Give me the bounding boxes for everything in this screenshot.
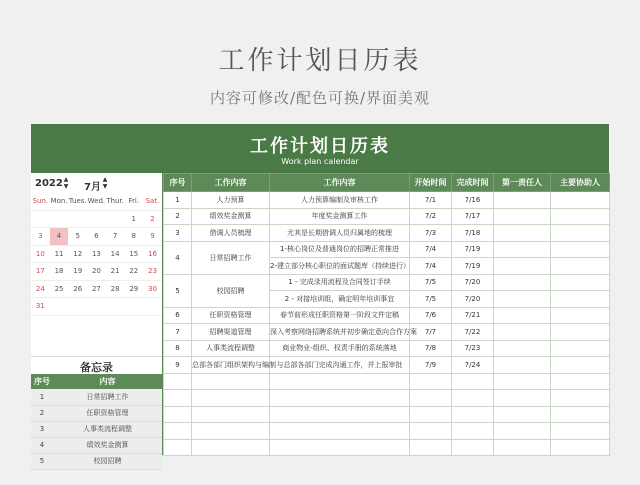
memo-index-cell[interactable]: 3 [31, 421, 53, 437]
table-cell[interactable] [410, 439, 452, 456]
weekday-label: Sun. [31, 193, 50, 211]
table-cell[interactable]: 7/2 [410, 208, 452, 225]
calendar-day[interactable]: 7 [106, 228, 125, 246]
table-row [164, 192, 610, 209]
calendar-day[interactable]: 28 [106, 281, 125, 299]
table-cell[interactable]: 人事类流程调整 [192, 340, 270, 357]
table-row [164, 373, 610, 390]
table-cell[interactable] [494, 439, 551, 456]
table-cell[interactable] [494, 291, 551, 308]
weekday-label: Fri. [124, 193, 143, 211]
banner-subtitle: Work plan calendar [281, 157, 359, 166]
weekday-label: Thur. [106, 193, 125, 211]
table-cell[interactable]: 2 - 对接培训组，确定明年培训事宜 [270, 291, 410, 308]
memo-content-cell[interactable]: 人事类流程调整 [53, 421, 162, 437]
table-cell[interactable]: 7/18 [452, 225, 494, 242]
table-cell[interactable] [270, 406, 410, 423]
table-row [164, 406, 610, 423]
table-cell[interactable] [192, 390, 270, 407]
table-cell[interactable] [494, 390, 551, 407]
calendar-day[interactable]: 17 [31, 263, 50, 281]
table-cell[interactable]: 7/3 [410, 225, 452, 242]
table-cell[interactable]: 7/19 [452, 241, 494, 258]
table-cell[interactable] [192, 423, 270, 440]
calendar-day[interactable]: 10 [31, 246, 50, 264]
table-cell[interactable] [410, 373, 452, 390]
month-value[interactable]: 7月 [84, 182, 101, 193]
table-cell[interactable]: 绩效奖金测算 [192, 208, 270, 225]
calendar-day[interactable]: 6 [87, 228, 106, 246]
table-row [164, 340, 610, 357]
table-cell[interactable] [494, 274, 551, 291]
table-cell[interactable] [494, 225, 551, 242]
table-row [164, 423, 610, 440]
calendar-day[interactable]: 4 [50, 228, 69, 246]
calendar-day[interactable]: 16 [143, 246, 162, 264]
table-row [164, 241, 610, 258]
spreadsheet [31, 124, 609, 465]
table-cell[interactable]: 4 [164, 241, 192, 274]
table-cell[interactable]: 总部各部门组织架构与编制 [192, 357, 270, 374]
table-cell[interactable] [494, 340, 551, 357]
memo-index-cell[interactable]: 5 [31, 453, 53, 469]
memo-row [31, 437, 162, 453]
calendar-empty-cell [87, 298, 106, 316]
table-header-cell: 序号 [164, 174, 192, 192]
table-cell[interactable]: 7/7 [410, 324, 452, 341]
calendar-day[interactable]: 13 [87, 246, 106, 264]
memo-row [31, 453, 162, 469]
table-cell[interactable]: 1 - 完成录用流程及合同签订手续 [270, 274, 410, 291]
table-cell[interactable]: 7/20 [452, 291, 494, 308]
calendar-day[interactable]: 5 [68, 228, 87, 246]
table-cell[interactable]: 招聘渠道管理 [192, 324, 270, 341]
memo-content-cell[interactable]: 任职资格管理 [53, 405, 162, 421]
table-cell[interactable]: 2-建立部分核心职位的面试题库（持续进行） [270, 258, 410, 275]
table-header-cell: 工作内容 [192, 174, 270, 192]
table-cell[interactable] [551, 291, 610, 308]
table-cell[interactable]: 7/23 [452, 340, 494, 357]
mini-calendar [31, 173, 162, 465]
table-cell[interactable] [551, 324, 610, 341]
table-cell[interactable] [164, 439, 192, 456]
table-cell[interactable] [164, 406, 192, 423]
table-cell[interactable]: 尤其是长期借调人员归属地的梳理 [270, 225, 410, 242]
weekday-label: Mon. [50, 193, 69, 211]
calendar-empty-cell [87, 211, 106, 229]
table-row [164, 307, 610, 324]
table-cell[interactable]: 7/19 [452, 258, 494, 275]
calendar-day[interactable]: 2 [143, 211, 162, 229]
table-cell[interactable] [494, 241, 551, 258]
memo-header-index: 序号 [31, 374, 53, 389]
calendar-empty-cell [50, 211, 69, 229]
table-cell[interactable]: 任职资格管理 [192, 307, 270, 324]
calendar-day[interactable]: 21 [106, 263, 125, 281]
table-cell[interactable] [410, 406, 452, 423]
table-cell[interactable] [551, 258, 610, 275]
table-row [164, 357, 610, 374]
table-cell[interactable] [494, 406, 551, 423]
memo-row [31, 405, 162, 421]
table-cell[interactable] [551, 423, 610, 440]
table-header-cell: 完成时间 [452, 174, 494, 192]
calendar-empty-cell [31, 211, 50, 229]
calendar-day[interactable]: 3 [31, 228, 50, 246]
table-cell[interactable] [551, 357, 610, 374]
table-cell[interactable] [551, 274, 610, 291]
table-cell[interactable] [551, 340, 610, 357]
calendar-day[interactable]: 14 [106, 246, 125, 264]
table-cell[interactable]: 1-核心岗位及普通岗位的招聘正常推进 [270, 241, 410, 258]
memo-content-cell[interactable]: 校园招聘 [53, 453, 162, 469]
table-cell[interactable] [270, 390, 410, 407]
table-cell[interactable] [551, 373, 610, 390]
table-cell[interactable]: 借调人员梳理 [192, 225, 270, 242]
table-row [164, 390, 610, 407]
table-cell[interactable] [452, 373, 494, 390]
table-cell[interactable]: 1 [164, 192, 192, 209]
calendar-day[interactable]: 18 [50, 263, 69, 281]
table-cell[interactable] [270, 373, 410, 390]
table-cell[interactable]: 与总部各部门完成沟通工作，并上报审批 [270, 357, 410, 374]
table-cell[interactable] [494, 373, 551, 390]
calendar-day[interactable]: 9 [143, 228, 162, 246]
calendar-empty-cell [68, 298, 87, 316]
calendar-day[interactable]: 24 [31, 281, 50, 299]
table-cell[interactable] [452, 439, 494, 456]
table-cell[interactable]: 7/17 [452, 208, 494, 225]
calendar-day[interactable]: 15 [124, 246, 143, 264]
table-cell[interactable]: 7/9 [410, 357, 452, 374]
table-cell[interactable] [164, 390, 192, 407]
table-cell[interactable]: 深入考察网络招聘系统并初步确定意向合作方案 [270, 324, 410, 341]
month-stepper-icon[interactable]: ▲ ▼ [102, 176, 108, 190]
table-cell[interactable]: 7/22 [452, 324, 494, 341]
memo-index-cell[interactable]: 2 [31, 405, 53, 421]
table-cell[interactable] [551, 307, 610, 324]
memo-table [31, 374, 162, 470]
table-cell[interactable]: 7/16 [452, 192, 494, 209]
calendar-day[interactable]: 31 [31, 298, 50, 316]
table-cell[interactable]: 7/20 [452, 274, 494, 291]
table-cell[interactable] [164, 423, 192, 440]
table-cell[interactable] [270, 439, 410, 456]
memo-title: 备忘录 [31, 356, 162, 374]
calendar-day[interactable]: 12 [68, 246, 87, 264]
calendar-day[interactable]: 1 [124, 211, 143, 229]
calendar-empty-cell [143, 298, 162, 316]
memo-content-cell[interactable]: 日常招聘工作 [53, 389, 162, 405]
calendar-day[interactable]: 22 [124, 263, 143, 281]
work-plan-table [163, 173, 610, 456]
table-cell[interactable] [551, 208, 610, 225]
table-cell[interactable]: 校园招聘 [192, 274, 270, 307]
calendar-day[interactable]: 23 [143, 263, 162, 281]
page-title: 工作计划日历表 [218, 46, 422, 76]
table-cell[interactable]: 7/5 [410, 291, 452, 308]
calendar-empty-cell [50, 298, 69, 316]
weekday-label: Sat. [143, 193, 162, 211]
table-header-cell: 第一责任人 [494, 174, 551, 192]
year-stepper-icon[interactable]: ▲ ▼ [63, 176, 69, 190]
memo-row [31, 421, 162, 437]
table-cell[interactable]: 7/6 [410, 307, 452, 324]
weekday-label: Wed. [87, 193, 106, 211]
table-cell[interactable] [452, 390, 494, 407]
calendar-day[interactable]: 30 [143, 281, 162, 299]
table-cell[interactable]: 6 [164, 307, 192, 324]
calendar-header [31, 173, 162, 193]
table-cell[interactable]: 9 [164, 357, 192, 374]
table-cell[interactable] [494, 208, 551, 225]
table-cell[interactable] [494, 192, 551, 209]
table-cell[interactable]: 春节前形成任职资格第一阶段文件定稿 [270, 307, 410, 324]
calendar-empty-cell [124, 298, 143, 316]
table-row [164, 324, 610, 341]
table-cell[interactable] [192, 406, 270, 423]
calendar-day[interactable]: 8 [124, 228, 143, 246]
table-cell[interactable] [452, 406, 494, 423]
table-header-cell: 主要协助人 [551, 174, 610, 192]
table-cell[interactable]: 3 [164, 225, 192, 242]
page-subtitle: 内容可修改/配色可换/界面美观 [209, 89, 431, 107]
table-cell[interactable] [494, 324, 551, 341]
table-cell[interactable]: 2 [164, 208, 192, 225]
table-cell[interactable]: 7/1 [410, 192, 452, 209]
table-cell[interactable]: 年度奖金测算工作 [270, 208, 410, 225]
table-header-cell: 开始时间 [410, 174, 452, 192]
table-cell[interactable]: 7/21 [452, 307, 494, 324]
table-row [164, 274, 610, 291]
calendar-empty-cell [68, 211, 87, 229]
table-cell[interactable] [410, 423, 452, 440]
table-cell[interactable] [164, 373, 192, 390]
table-cell[interactable] [551, 390, 610, 407]
weekday-label: Tues. [68, 193, 87, 211]
table-cell[interactable] [494, 357, 551, 374]
memo-header-content: 内容 [53, 374, 162, 389]
table-cell[interactable]: 日常招聘工作 [192, 241, 270, 274]
table-cell[interactable] [410, 390, 452, 407]
table-cell[interactable]: 7/24 [452, 357, 494, 374]
memo-row [31, 389, 162, 405]
calendar-empty-cell [106, 211, 125, 229]
calendar-day[interactable]: 26 [68, 281, 87, 299]
calendar-day[interactable]: 27 [87, 281, 106, 299]
table-cell[interactable] [551, 406, 610, 423]
table-cell[interactable] [494, 307, 551, 324]
table-cell[interactable] [551, 439, 610, 456]
calendar-day[interactable]: 19 [68, 263, 87, 281]
calendar-day[interactable]: 29 [124, 281, 143, 299]
table-cell[interactable] [551, 241, 610, 258]
calendar-day[interactable]: 25 [50, 281, 69, 299]
table-cell[interactable] [494, 423, 551, 440]
table-cell[interactable] [551, 192, 610, 209]
table-cell[interactable]: 8 [164, 340, 192, 357]
table-cell[interactable]: 人力预算编制及审核工作 [270, 192, 410, 209]
table-cell[interactable] [452, 423, 494, 440]
table-cell[interactable]: 7/5 [410, 274, 452, 291]
table-row [164, 208, 610, 225]
table-cell[interactable]: 人力预算 [192, 192, 270, 209]
table-cell[interactable]: 7/4 [410, 241, 452, 258]
calendar-day[interactable]: 20 [87, 263, 106, 281]
table-cell[interactable]: 5 [164, 274, 192, 307]
table-cell[interactable]: 7/8 [410, 340, 452, 357]
table-cell[interactable] [192, 373, 270, 390]
banner-title: 工作计划日历表 [250, 136, 390, 157]
table-cell[interactable] [192, 439, 270, 456]
year-value[interactable]: 2022 [35, 178, 63, 189]
table-cell[interactable] [494, 258, 551, 275]
table-cell[interactable]: 7 [164, 324, 192, 341]
memo-content-cell[interactable]: 绩效奖金测算 [53, 437, 162, 453]
table-header-cell: 工作内容 [270, 174, 410, 192]
memo-index-cell[interactable]: 4 [31, 437, 53, 453]
sheet-banner [31, 124, 609, 173]
calendar-day[interactable]: 11 [50, 246, 69, 264]
memo-index-cell[interactable]: 1 [31, 389, 53, 405]
table-cell[interactable] [270, 423, 410, 440]
calendar-empty-cell [106, 298, 125, 316]
table-row [164, 439, 610, 456]
table-cell[interactable]: 7/4 [410, 258, 452, 275]
calendar-grid [31, 193, 162, 316]
table-row [164, 225, 610, 242]
table-cell[interactable]: 商业物业-组织、权责手册的系统落地 [270, 340, 410, 357]
table-cell[interactable] [551, 225, 610, 242]
